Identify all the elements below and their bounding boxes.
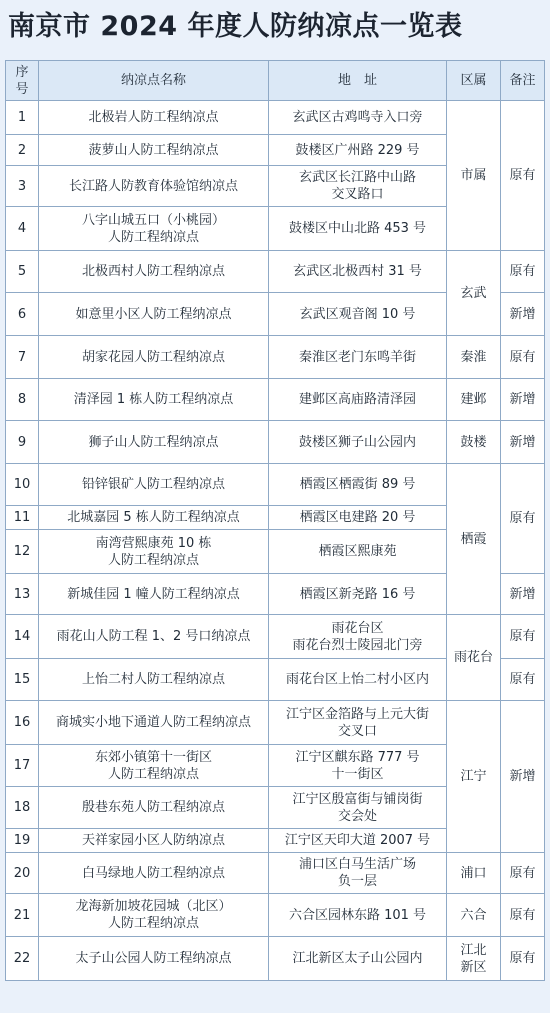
- row-index: 3: [6, 166, 39, 207]
- row-address: 栖霞区电建路 20 号: [269, 506, 447, 530]
- row-address: 玄武区长江路中山路 交叉路口: [269, 166, 447, 207]
- row-address: 鼓楼区狮子山公园内: [269, 421, 447, 464]
- note-cell: 原有: [501, 659, 545, 701]
- row-address: 鼓楼区广州路 229 号: [269, 135, 447, 166]
- row-address: 玄武区观音阁 10 号: [269, 293, 447, 336]
- row-index: 21: [6, 894, 39, 937]
- table-row: [6, 251, 545, 293]
- row-index: 6: [6, 293, 39, 336]
- header-address: 地 址: [269, 61, 447, 101]
- row-name: 北极岩人防工程纳凉点: [39, 101, 269, 135]
- header-note: 备注: [501, 61, 545, 101]
- district-cell: 建邺: [447, 379, 501, 421]
- table-row: [6, 853, 545, 894]
- table-row: [6, 701, 545, 745]
- row-name: 雨花山人防工程 1、2 号口纳凉点: [39, 615, 269, 659]
- note-cell: 原有: [501, 615, 545, 659]
- row-name: 上怡二村人防工程纳凉点: [39, 659, 269, 701]
- row-address: 雨花台区 雨花台烈士陵园北门旁: [269, 615, 447, 659]
- table-row: [6, 615, 545, 659]
- row-index: 9: [6, 421, 39, 464]
- row-address: 六合区园林东路 101 号: [269, 894, 447, 937]
- district-cell: 栖霞: [447, 464, 501, 615]
- table-row: [6, 101, 545, 135]
- row-name: 北极西村人防工程纳凉点: [39, 251, 269, 293]
- note-cell: 原有: [501, 937, 545, 981]
- note-cell: 新增: [501, 421, 545, 464]
- district-cell: 雨花台: [447, 615, 501, 701]
- row-name: 白马绿地人防工程纳凉点: [39, 853, 269, 894]
- row-index: 10: [6, 464, 39, 506]
- row-address: 江宁区殷富街与铺岗街 交会处: [269, 787, 447, 829]
- row-address: 江北新区太子山公园内: [269, 937, 447, 981]
- district-cell: 六合: [447, 894, 501, 937]
- note-cell: 新增: [501, 379, 545, 421]
- row-name: 殷巷东苑人防工程纳凉点: [39, 787, 269, 829]
- district-cell: 江宁: [447, 701, 501, 853]
- row-address: 玄武区北极西村 31 号: [269, 251, 447, 293]
- row-index: 14: [6, 615, 39, 659]
- header-district: 区属: [447, 61, 501, 101]
- district-cell: 浦口: [447, 853, 501, 894]
- row-address: 鼓楼区中山北路 453 号: [269, 207, 447, 251]
- row-index: 5: [6, 251, 39, 293]
- row-address: 江宁区麒东路 777 号 十一街区: [269, 745, 447, 787]
- row-index: 4: [6, 207, 39, 251]
- row-address: 秦淮区老门东鸣羊街: [269, 336, 447, 379]
- row-address: 栖霞区熙康苑: [269, 530, 447, 574]
- row-name: 天祥家园小区人防纳凉点: [39, 829, 269, 853]
- row-index: 19: [6, 829, 39, 853]
- row-name: 商城实小地下通道人防工程纳凉点: [39, 701, 269, 745]
- row-name: 龙海新加坡花园城（北区） 人防工程纳凉点: [39, 894, 269, 937]
- note-cell: 原有: [501, 336, 545, 379]
- note-cell: 原有: [501, 251, 545, 293]
- table-row: [6, 379, 545, 421]
- note-cell: 新增: [501, 574, 545, 615]
- row-index: 20: [6, 853, 39, 894]
- district-cell: 江北 新区: [447, 937, 501, 981]
- row-name: 太子山公园人防工程纳凉点: [39, 937, 269, 981]
- row-index: 13: [6, 574, 39, 615]
- row-name: 新城佳园 1 幢人防工程纳凉点: [39, 574, 269, 615]
- note-cell: 新增: [501, 293, 545, 336]
- row-index: 12: [6, 530, 39, 574]
- header-index: 序 号: [6, 61, 39, 101]
- row-name: 清泽园 1 栋人防工程纳凉点: [39, 379, 269, 421]
- district-cell: 秦淮: [447, 336, 501, 379]
- table-row: [6, 894, 545, 937]
- row-address: 玄武区古鸡鸣寺入口旁: [269, 101, 447, 135]
- note-cell: 原有: [501, 894, 545, 937]
- row-index: 22: [6, 937, 39, 981]
- page-title: 南京市 2024 年度人防纳凉点一览表: [8, 11, 463, 42]
- row-name: 南湾营熙康苑 10 栋 人防工程纳凉点: [39, 530, 269, 574]
- row-address: 江宁区金箔路与上元大街 交叉口: [269, 701, 447, 745]
- note-cell: 原有: [501, 101, 545, 251]
- row-name: 长江路人防教育体验馆纳凉点: [39, 166, 269, 207]
- row-name: 胡家花园人防工程纳凉点: [39, 336, 269, 379]
- row-address: 栖霞区栖霞街 89 号: [269, 464, 447, 506]
- row-index: 11: [6, 506, 39, 530]
- district-cell: 玄武: [447, 251, 501, 336]
- row-name: 东郊小镇第十一街区 人防工程纳凉点: [39, 745, 269, 787]
- row-name: 狮子山人防工程纳凉点: [39, 421, 269, 464]
- row-address: 栖霞区新尧路 16 号: [269, 574, 447, 615]
- row-address: 浦口区白马生活广场 负一层: [269, 853, 447, 894]
- row-index: 2: [6, 135, 39, 166]
- row-address: 雨花台区上怡二村小区内: [269, 659, 447, 701]
- table-row: [6, 336, 545, 379]
- table-row: [6, 421, 545, 464]
- district-cell: 鼓楼: [447, 421, 501, 464]
- row-name: 铅锌银矿人防工程纳凉点: [39, 464, 269, 506]
- row-index: 17: [6, 745, 39, 787]
- row-address: 江宁区天印大道 2007 号: [269, 829, 447, 853]
- header-name: 纳凉点名称: [39, 61, 269, 101]
- row-name: 八字山城五口（小桃园） 人防工程纳凉点: [39, 207, 269, 251]
- table-row: [6, 937, 545, 981]
- row-index: 15: [6, 659, 39, 701]
- table-header-row: [6, 61, 545, 101]
- row-name: 如意里小区人防工程纳凉点: [39, 293, 269, 336]
- row-name: 北城嘉园 5 栋人防工程纳凉点: [39, 506, 269, 530]
- district-cell: 市属: [447, 101, 501, 251]
- note-cell: 新增: [501, 701, 545, 853]
- row-index: 7: [6, 336, 39, 379]
- row-index: 16: [6, 701, 39, 745]
- row-index: 8: [6, 379, 39, 421]
- table-row: [6, 464, 545, 506]
- note-cell: 原有: [501, 853, 545, 894]
- row-index: 18: [6, 787, 39, 829]
- row-address: 建邺区高庙路清泽园: [269, 379, 447, 421]
- cooling-points-table: [5, 60, 545, 981]
- row-index: 1: [6, 101, 39, 135]
- note-cell: 原有: [501, 464, 545, 574]
- row-name: 菠萝山人防工程纳凉点: [39, 135, 269, 166]
